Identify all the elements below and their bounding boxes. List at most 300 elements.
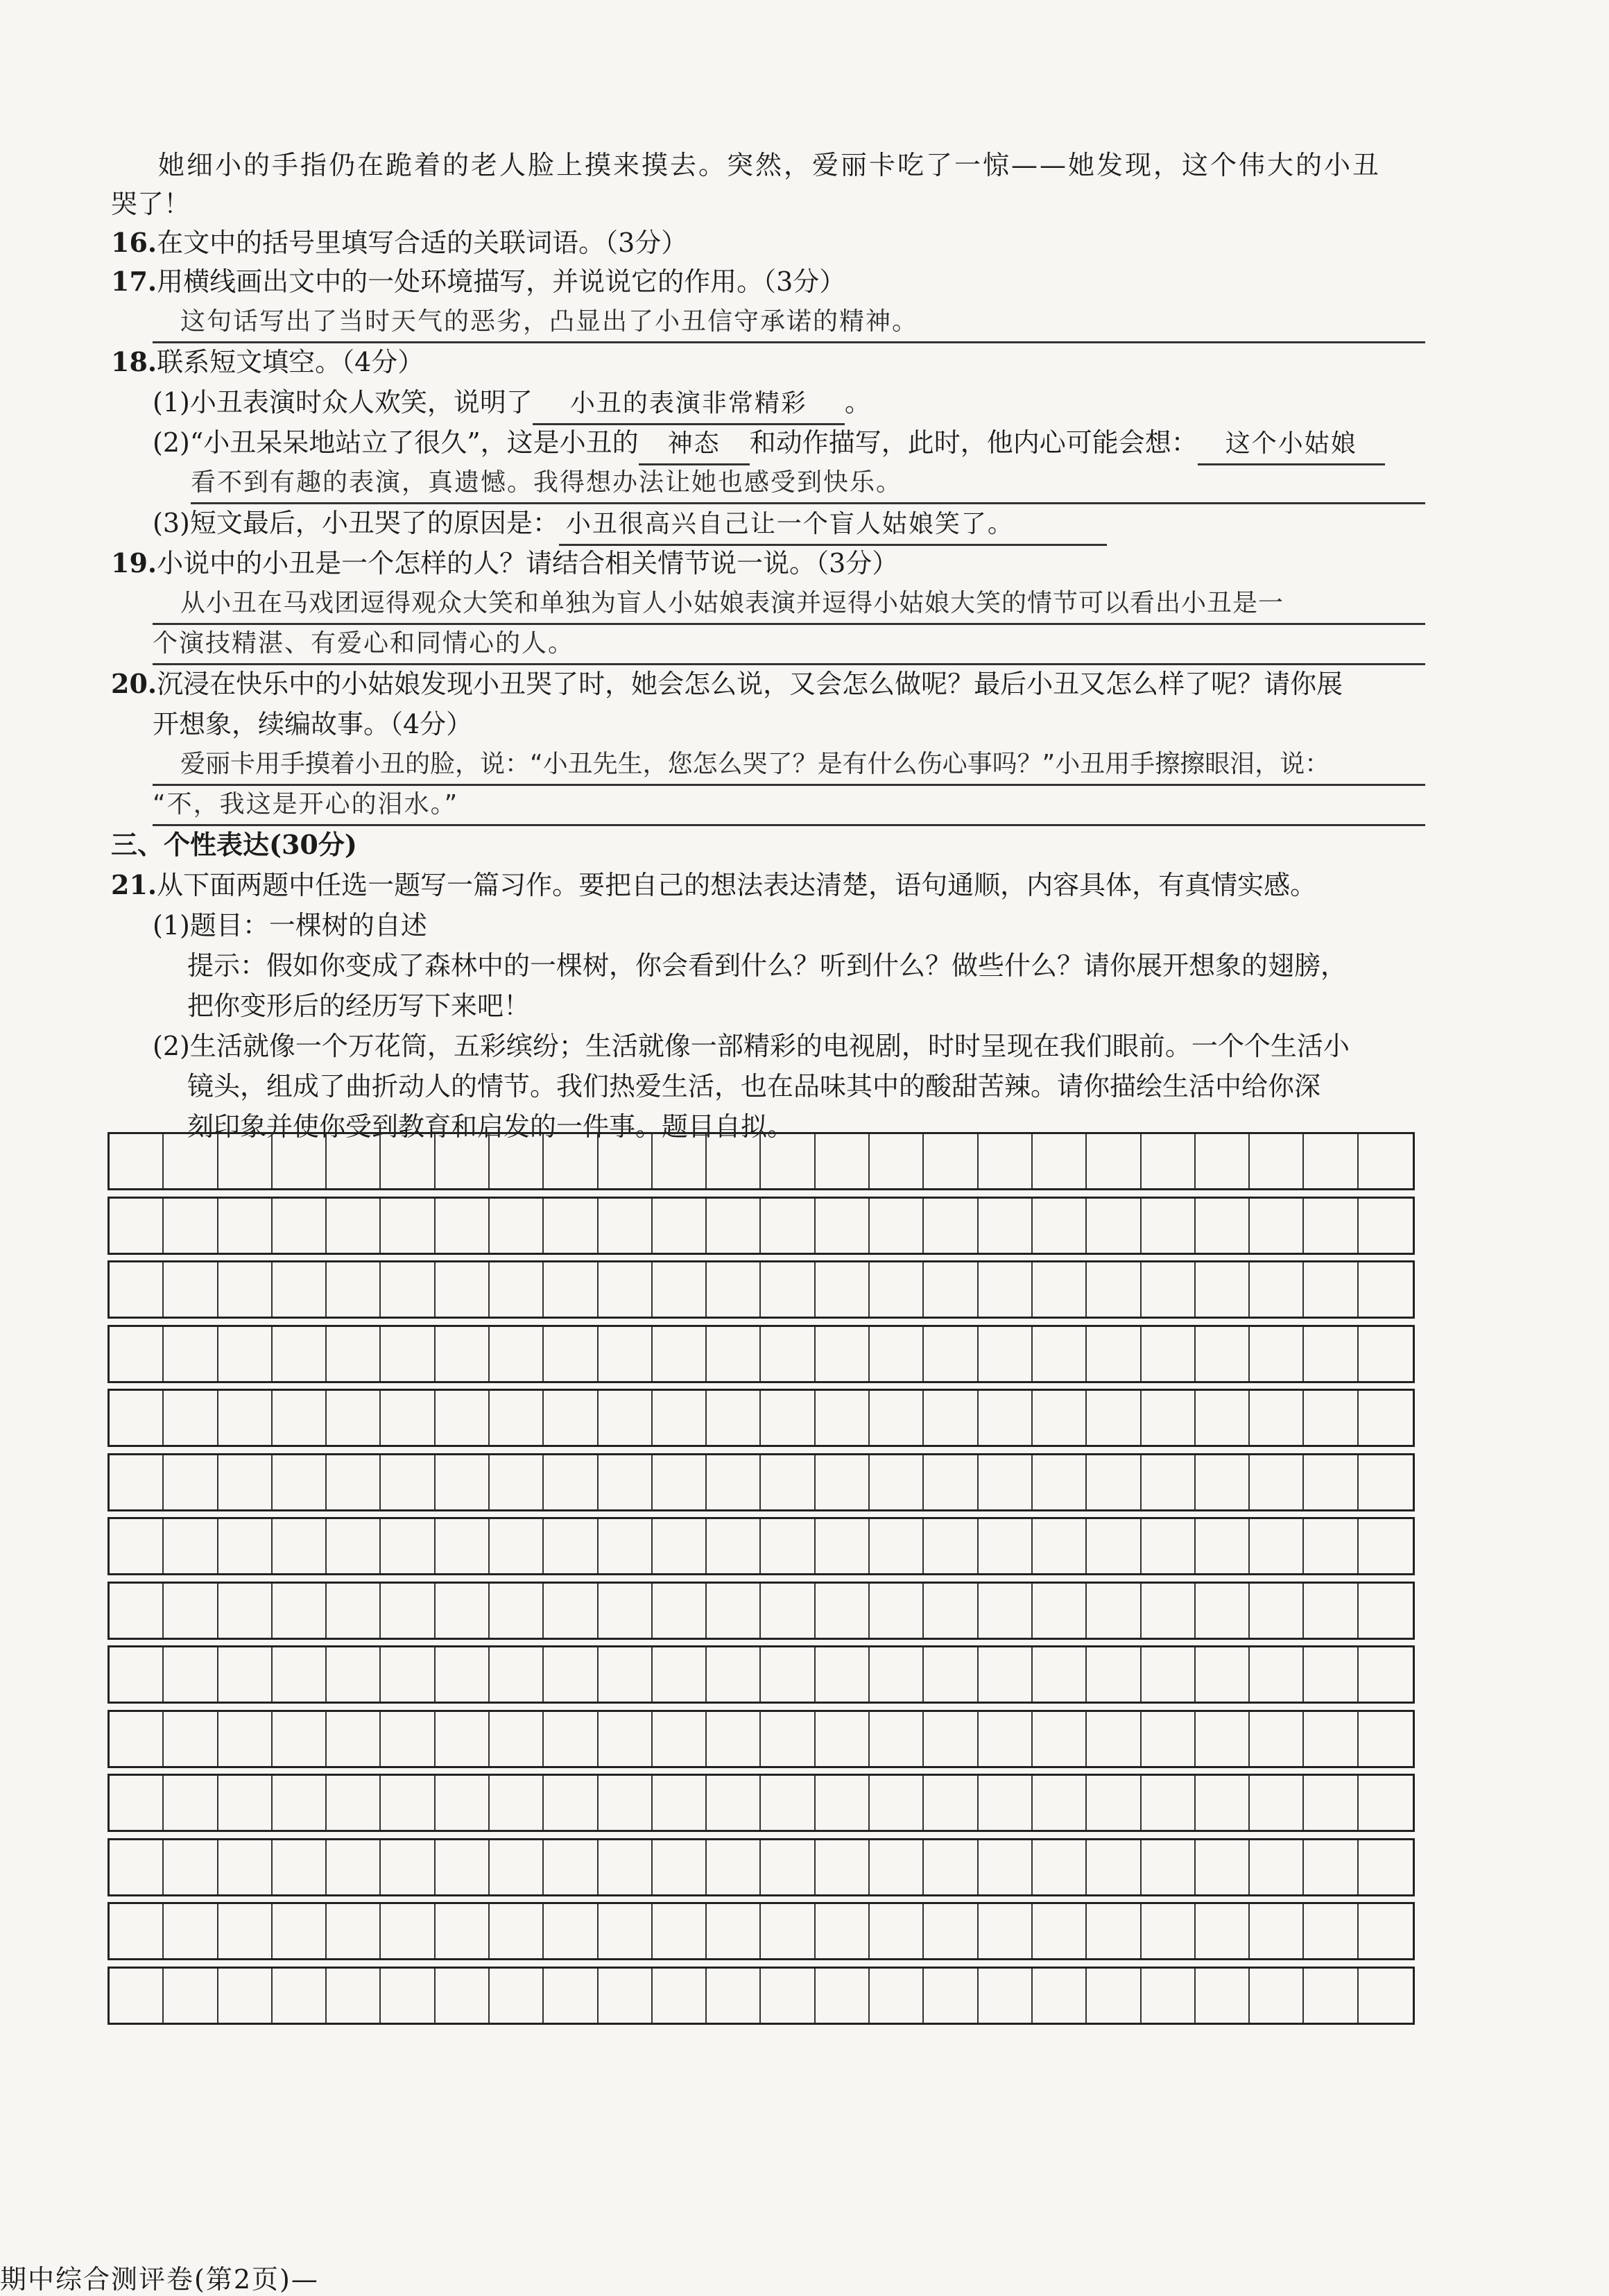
writing-cell[interactable] <box>1304 1262 1358 1317</box>
writing-cell[interactable] <box>490 1262 544 1317</box>
writing-cell[interactable] <box>870 1776 924 1830</box>
writing-cell[interactable] <box>273 1519 327 1573</box>
writing-cell[interactable] <box>381 1391 435 1445</box>
writing-cell[interactable] <box>1196 1455 1250 1509</box>
writing-cell[interactable] <box>273 1327 327 1381</box>
writing-cell[interactable] <box>327 1840 381 1894</box>
writing-cell[interactable] <box>1359 1199 1413 1253</box>
writing-cell[interactable] <box>1304 1199 1358 1253</box>
writing-cell[interactable] <box>1087 1969 1141 2023</box>
writing-cell[interactable] <box>1196 1712 1250 1766</box>
writing-cell[interactable] <box>816 1455 870 1509</box>
writing-grid-row[interactable] <box>107 1389 1415 1447</box>
writing-cell[interactable] <box>1250 1519 1304 1573</box>
writing-cell[interactable] <box>273 1391 327 1445</box>
writing-cell[interactable] <box>707 1262 761 1317</box>
writing-cell[interactable] <box>273 1134 327 1188</box>
writing-cell[interactable] <box>870 1969 924 2023</box>
writing-cell[interactable] <box>599 1391 653 1445</box>
writing-cell[interactable] <box>544 1904 598 1958</box>
writing-cell[interactable] <box>273 1969 327 2023</box>
writing-cell[interactable] <box>1304 1712 1358 1766</box>
writing-cell[interactable] <box>1033 1969 1087 2023</box>
writing-cell[interactable] <box>110 1455 164 1509</box>
writing-cell[interactable] <box>218 1391 273 1445</box>
writing-grid-row[interactable] <box>107 1710 1415 1768</box>
writing-cell[interactable] <box>381 1134 435 1188</box>
writing-cell[interactable] <box>327 1969 381 2023</box>
writing-cell[interactable] <box>761 1840 815 1894</box>
writing-cell[interactable] <box>110 1647 164 1702</box>
writing-cell[interactable] <box>273 1455 327 1509</box>
writing-cell[interactable] <box>164 1519 218 1573</box>
writing-cell[interactable] <box>381 1327 435 1381</box>
writing-cell[interactable] <box>490 1712 544 1766</box>
writing-cell[interactable] <box>1250 1840 1304 1894</box>
writing-cell[interactable] <box>1196 1262 1250 1317</box>
writing-cell[interactable] <box>381 1199 435 1253</box>
writing-cell[interactable] <box>1142 1199 1196 1253</box>
writing-cell[interactable] <box>1087 1647 1141 1702</box>
writing-cell[interactable] <box>653 1904 707 1958</box>
writing-cell[interactable] <box>436 1776 490 1830</box>
writing-cell[interactable] <box>653 1134 707 1188</box>
writing-cell[interactable] <box>924 1840 978 1894</box>
writing-cell[interactable] <box>544 1262 598 1317</box>
writing-cell[interactable] <box>761 1969 815 2023</box>
writing-cell[interactable] <box>218 1199 273 1253</box>
writing-cell[interactable] <box>436 1262 490 1317</box>
writing-cell[interactable] <box>653 1840 707 1894</box>
writing-cell[interactable] <box>761 1134 815 1188</box>
writing-cell[interactable] <box>707 1134 761 1188</box>
writing-cell[interactable] <box>870 1262 924 1317</box>
writing-cell[interactable] <box>436 1904 490 1958</box>
writing-cell[interactable] <box>707 1904 761 1958</box>
writing-cell[interactable] <box>1087 1455 1141 1509</box>
writing-cell[interactable] <box>653 1391 707 1445</box>
writing-cell[interactable] <box>599 1776 653 1830</box>
writing-cell[interactable] <box>816 1391 870 1445</box>
writing-cell[interactable] <box>110 1969 164 2023</box>
writing-cell[interactable] <box>490 1519 544 1573</box>
writing-cell[interactable] <box>761 1327 815 1381</box>
writing-cell[interactable] <box>1359 1455 1413 1509</box>
writing-cell[interactable] <box>218 1904 273 1958</box>
writing-cell[interactable] <box>1304 1969 1358 2023</box>
writing-cell[interactable] <box>218 1712 273 1766</box>
writing-cell[interactable] <box>1087 1840 1141 1894</box>
writing-grid-row[interactable] <box>107 1197 1415 1255</box>
writing-cell[interactable] <box>1250 1134 1304 1188</box>
writing-cell[interactable] <box>110 1712 164 1766</box>
writing-cell[interactable] <box>490 1840 544 1894</box>
writing-cell[interactable] <box>1142 1647 1196 1702</box>
writing-cell[interactable] <box>1033 1647 1087 1702</box>
writing-cell[interactable] <box>924 1712 978 1766</box>
writing-cell[interactable] <box>1250 1391 1304 1445</box>
writing-cell[interactable] <box>1304 1134 1358 1188</box>
writing-cell[interactable] <box>870 1647 924 1702</box>
writing-cell[interactable] <box>490 1134 544 1188</box>
writing-cell[interactable] <box>218 1776 273 1830</box>
writing-cell[interactable] <box>164 1455 218 1509</box>
writing-grid-row[interactable] <box>107 1967 1415 2025</box>
writing-cell[interactable] <box>924 1584 978 1638</box>
writing-cell[interactable] <box>327 1262 381 1317</box>
writing-cell[interactable] <box>1304 1776 1358 1830</box>
writing-cell[interactable] <box>761 1199 815 1253</box>
writing-cell[interactable] <box>979 1712 1033 1766</box>
writing-cell[interactable] <box>218 1134 273 1188</box>
writing-cell[interactable] <box>164 1647 218 1702</box>
writing-cell[interactable] <box>979 1969 1033 2023</box>
writing-cell[interactable] <box>1087 1776 1141 1830</box>
writing-cell[interactable] <box>381 1647 435 1702</box>
writing-cell[interactable] <box>1033 1519 1087 1573</box>
writing-cell[interactable] <box>761 1712 815 1766</box>
writing-cell[interactable] <box>979 1584 1033 1638</box>
writing-cell[interactable] <box>544 1519 598 1573</box>
writing-cell[interactable] <box>490 1776 544 1830</box>
writing-cell[interactable] <box>816 1134 870 1188</box>
writing-cell[interactable] <box>110 1199 164 1253</box>
writing-cell[interactable] <box>218 1584 273 1638</box>
writing-cell[interactable] <box>599 1712 653 1766</box>
writing-cell[interactable] <box>816 1584 870 1638</box>
writing-cell[interactable] <box>924 1519 978 1573</box>
writing-cell[interactable] <box>1142 1712 1196 1766</box>
writing-cell[interactable] <box>1304 1647 1358 1702</box>
writing-cell[interactable] <box>381 1584 435 1638</box>
writing-cell[interactable] <box>979 1199 1033 1253</box>
writing-cell[interactable] <box>1359 1391 1413 1445</box>
writing-cell[interactable] <box>544 1840 598 1894</box>
writing-cell[interactable] <box>979 1904 1033 1958</box>
writing-cell[interactable] <box>327 1327 381 1381</box>
writing-cell[interactable] <box>653 1712 707 1766</box>
writing-cell[interactable] <box>707 1327 761 1381</box>
writing-cell[interactable] <box>1196 1134 1250 1188</box>
writing-cell[interactable] <box>164 1712 218 1766</box>
writing-cell[interactable] <box>924 1647 978 1702</box>
writing-cell[interactable] <box>1142 1134 1196 1188</box>
writing-cell[interactable] <box>816 1840 870 1894</box>
writing-cell[interactable] <box>544 1584 598 1638</box>
writing-cell[interactable] <box>924 1904 978 1958</box>
writing-cell[interactable] <box>436 1712 490 1766</box>
writing-cell[interactable] <box>1304 1840 1358 1894</box>
writing-cell[interactable] <box>1196 1199 1250 1253</box>
writing-cell[interactable] <box>1142 1455 1196 1509</box>
writing-cell[interactable] <box>816 1327 870 1381</box>
writing-cell[interactable] <box>164 1327 218 1381</box>
writing-cell[interactable] <box>653 1519 707 1573</box>
writing-cell[interactable] <box>1033 1134 1087 1188</box>
writing-cell[interactable] <box>1359 1262 1413 1317</box>
writing-cell[interactable] <box>1359 1134 1413 1188</box>
writing-cell[interactable] <box>979 1327 1033 1381</box>
writing-cell[interactable] <box>1033 1199 1087 1253</box>
writing-cell[interactable] <box>870 1199 924 1253</box>
writing-cell[interactable] <box>490 1391 544 1445</box>
writing-cell[interactable] <box>979 1519 1033 1573</box>
writing-cell[interactable] <box>1196 1647 1250 1702</box>
writing-cell[interactable] <box>110 1327 164 1381</box>
writing-cell[interactable] <box>816 1647 870 1702</box>
writing-cell[interactable] <box>436 1199 490 1253</box>
writing-cell[interactable] <box>1304 1519 1358 1573</box>
writing-cell[interactable] <box>110 1391 164 1445</box>
writing-cell[interactable] <box>1250 1712 1304 1766</box>
writing-cell[interactable] <box>1196 1776 1250 1830</box>
writing-cell[interactable] <box>164 1199 218 1253</box>
writing-cell[interactable] <box>1033 1262 1087 1317</box>
writing-grid-row[interactable] <box>107 1325 1415 1383</box>
writing-cell[interactable] <box>924 1134 978 1188</box>
writing-cell[interactable] <box>816 1969 870 2023</box>
writing-cell[interactable] <box>1142 1776 1196 1830</box>
writing-cell[interactable] <box>273 1840 327 1894</box>
writing-cell[interactable] <box>1250 1262 1304 1317</box>
writing-cell[interactable] <box>761 1584 815 1638</box>
writing-cell[interactable] <box>436 1840 490 1894</box>
writing-cell[interactable] <box>761 1647 815 1702</box>
writing-grid-row[interactable] <box>107 1582 1415 1640</box>
writing-cell[interactable] <box>218 1647 273 1702</box>
writing-cell[interactable] <box>273 1584 327 1638</box>
writing-cell[interactable] <box>490 1455 544 1509</box>
writing-cell[interactable] <box>870 1712 924 1766</box>
writing-cell[interactable] <box>707 1391 761 1445</box>
writing-cell[interactable] <box>1087 1199 1141 1253</box>
writing-cell[interactable] <box>816 1519 870 1573</box>
writing-cell[interactable] <box>599 1199 653 1253</box>
writing-cell[interactable] <box>436 1584 490 1638</box>
writing-cell[interactable] <box>1359 1327 1413 1381</box>
writing-cell[interactable] <box>870 1134 924 1188</box>
writing-cell[interactable] <box>599 1455 653 1509</box>
writing-cell[interactable] <box>1142 1327 1196 1381</box>
writing-cell[interactable] <box>1142 1904 1196 1958</box>
writing-cell[interactable] <box>1196 1904 1250 1958</box>
writing-grid-row[interactable] <box>107 1774 1415 1832</box>
writing-cell[interactable] <box>653 1327 707 1381</box>
writing-cell[interactable] <box>761 1391 815 1445</box>
writing-cell[interactable] <box>1359 1584 1413 1638</box>
writing-cell[interactable] <box>273 1199 327 1253</box>
writing-cell[interactable] <box>816 1776 870 1830</box>
writing-cell[interactable] <box>327 1455 381 1509</box>
writing-cell[interactable] <box>164 1904 218 1958</box>
writing-cell[interactable] <box>1250 1904 1304 1958</box>
writing-cell[interactable] <box>761 1519 815 1573</box>
writing-cell[interactable] <box>870 1584 924 1638</box>
writing-cell[interactable] <box>924 1262 978 1317</box>
writing-cell[interactable] <box>1033 1391 1087 1445</box>
writing-cell[interactable] <box>707 1647 761 1702</box>
writing-cell[interactable] <box>1196 1969 1250 2023</box>
writing-cell[interactable] <box>544 1969 598 2023</box>
writing-cell[interactable] <box>1304 1327 1358 1381</box>
writing-cell[interactable] <box>870 1840 924 1894</box>
writing-cell[interactable] <box>544 1327 598 1381</box>
writing-cell[interactable] <box>1359 1647 1413 1702</box>
writing-cell[interactable] <box>1250 1969 1304 2023</box>
writing-cell[interactable] <box>381 1712 435 1766</box>
writing-cell[interactable] <box>761 1262 815 1317</box>
writing-grid-row[interactable] <box>107 1132 1415 1190</box>
writing-cell[interactable] <box>599 1262 653 1317</box>
writing-cell[interactable] <box>327 1391 381 1445</box>
writing-cell[interactable] <box>273 1904 327 1958</box>
writing-cell[interactable] <box>381 1262 435 1317</box>
writing-cell[interactable] <box>110 1262 164 1317</box>
writing-cell[interactable] <box>273 1712 327 1766</box>
writing-cell[interactable] <box>599 1969 653 2023</box>
writing-cell[interactable] <box>273 1262 327 1317</box>
writing-cell[interactable] <box>381 1904 435 1958</box>
writing-cell[interactable] <box>490 1969 544 2023</box>
writing-cell[interactable] <box>1250 1647 1304 1702</box>
writing-cell[interactable] <box>599 1519 653 1573</box>
writing-cell[interactable] <box>870 1455 924 1509</box>
writing-cell[interactable] <box>110 1584 164 1638</box>
writing-cell[interactable] <box>381 1455 435 1509</box>
writing-cell[interactable] <box>110 1776 164 1830</box>
writing-cell[interactable] <box>1087 1134 1141 1188</box>
writing-cell[interactable] <box>924 1199 978 1253</box>
writing-cell[interactable] <box>1033 1840 1087 1894</box>
writing-cell[interactable] <box>761 1904 815 1958</box>
writing-cell[interactable] <box>1359 1840 1413 1894</box>
writing-cell[interactable] <box>1033 1455 1087 1509</box>
writing-cell[interactable] <box>436 1134 490 1188</box>
writing-cell[interactable] <box>110 1904 164 1958</box>
writing-cell[interactable] <box>110 1134 164 1188</box>
writing-cell[interactable] <box>544 1455 598 1509</box>
writing-cell[interactable] <box>1250 1199 1304 1253</box>
writing-cell[interactable] <box>979 1391 1033 1445</box>
writing-cell[interactable] <box>1142 1969 1196 2023</box>
writing-cell[interactable] <box>924 1455 978 1509</box>
writing-cell[interactable] <box>381 1519 435 1573</box>
writing-cell[interactable] <box>327 1776 381 1830</box>
writing-cell[interactable] <box>816 1904 870 1958</box>
writing-cell[interactable] <box>924 1327 978 1381</box>
writing-cell[interactable] <box>1087 1262 1141 1317</box>
writing-cell[interactable] <box>544 1134 598 1188</box>
writing-cell[interactable] <box>1196 1584 1250 1638</box>
writing-cell[interactable] <box>218 1969 273 2023</box>
writing-cell[interactable] <box>436 1647 490 1702</box>
writing-cell[interactable] <box>436 1519 490 1573</box>
writing-cell[interactable] <box>327 1134 381 1188</box>
writing-cell[interactable] <box>164 1840 218 1894</box>
writing-cell[interactable] <box>327 1647 381 1702</box>
writing-cell[interactable] <box>327 1712 381 1766</box>
writing-cell[interactable] <box>110 1519 164 1573</box>
writing-cell[interactable] <box>1304 1391 1358 1445</box>
writing-cell[interactable] <box>979 1455 1033 1509</box>
writing-cell[interactable] <box>1033 1327 1087 1381</box>
writing-cell[interactable] <box>327 1904 381 1958</box>
writing-cell[interactable] <box>761 1776 815 1830</box>
writing-cell[interactable] <box>599 1647 653 1702</box>
writing-cell[interactable] <box>707 1519 761 1573</box>
writing-grid-row[interactable] <box>107 1902 1415 1960</box>
writing-cell[interactable] <box>1087 1904 1141 1958</box>
writing-cell[interactable] <box>1196 1840 1250 1894</box>
writing-cell[interactable] <box>599 1327 653 1381</box>
writing-cell[interactable] <box>218 1519 273 1573</box>
writing-cell[interactable] <box>436 1455 490 1509</box>
writing-grid-row[interactable] <box>107 1453 1415 1511</box>
writing-cell[interactable] <box>979 1134 1033 1188</box>
writing-cell[interactable] <box>381 1840 435 1894</box>
writing-cell[interactable] <box>1359 1904 1413 1958</box>
writing-cell[interactable] <box>490 1327 544 1381</box>
writing-cell[interactable] <box>544 1647 598 1702</box>
writing-cell[interactable] <box>164 1134 218 1188</box>
writing-cell[interactable] <box>327 1199 381 1253</box>
writing-cell[interactable] <box>653 1262 707 1317</box>
writing-grid-row[interactable] <box>107 1838 1415 1896</box>
writing-cell[interactable] <box>1142 1519 1196 1573</box>
writing-cell[interactable] <box>653 1584 707 1638</box>
writing-cell[interactable] <box>1033 1776 1087 1830</box>
writing-cell[interactable] <box>1250 1455 1304 1509</box>
writing-cell[interactable] <box>1304 1455 1358 1509</box>
writing-cell[interactable] <box>164 1776 218 1830</box>
writing-cell[interactable] <box>218 1840 273 1894</box>
writing-cell[interactable] <box>544 1776 598 1830</box>
writing-cell[interactable] <box>707 1969 761 2023</box>
writing-cell[interactable] <box>1033 1584 1087 1638</box>
writing-cell[interactable] <box>870 1904 924 1958</box>
writing-cell[interactable] <box>979 1262 1033 1317</box>
writing-cell[interactable] <box>544 1391 598 1445</box>
writing-cell[interactable] <box>1033 1904 1087 1958</box>
writing-cell[interactable] <box>653 1969 707 2023</box>
writing-cell[interactable] <box>273 1776 327 1830</box>
writing-cell[interactable] <box>1304 1584 1358 1638</box>
writing-cell[interactable] <box>381 1776 435 1830</box>
writing-cell[interactable] <box>327 1519 381 1573</box>
writing-cell[interactable] <box>816 1199 870 1253</box>
writing-cell[interactable] <box>1196 1327 1250 1381</box>
writing-cell[interactable] <box>1196 1519 1250 1573</box>
writing-cell[interactable] <box>436 1969 490 2023</box>
writing-cell[interactable] <box>816 1262 870 1317</box>
writing-cell[interactable] <box>218 1455 273 1509</box>
writing-cell[interactable] <box>164 1262 218 1317</box>
writing-cell[interactable] <box>490 1584 544 1638</box>
writing-cell[interactable] <box>599 1134 653 1188</box>
writing-cell[interactable] <box>1250 1584 1304 1638</box>
writing-grid-row[interactable] <box>107 1517 1415 1575</box>
writing-cell[interactable] <box>1142 1262 1196 1317</box>
writing-cell[interactable] <box>218 1262 273 1317</box>
writing-cell[interactable] <box>1142 1584 1196 1638</box>
writing-cell[interactable] <box>490 1647 544 1702</box>
writing-cell[interactable] <box>870 1327 924 1381</box>
writing-cell[interactable] <box>381 1969 435 2023</box>
writing-cell[interactable] <box>1359 1519 1413 1573</box>
writing-cell[interactable] <box>1359 1712 1413 1766</box>
writing-cell[interactable] <box>707 1455 761 1509</box>
writing-cell[interactable] <box>599 1840 653 1894</box>
